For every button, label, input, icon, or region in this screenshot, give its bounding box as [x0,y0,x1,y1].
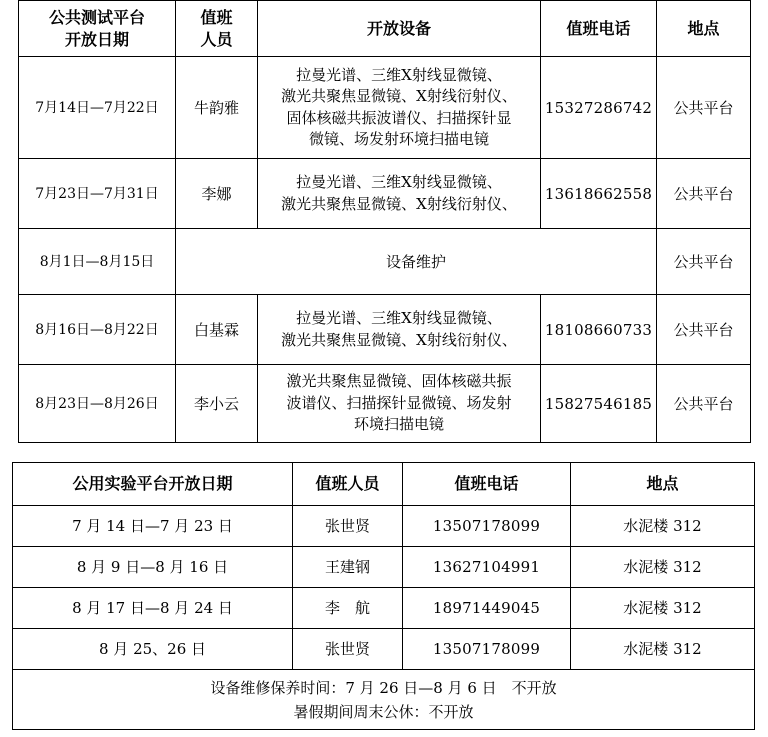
staff-cell: 王建钢 [293,547,403,588]
staff-cell: 李娜 [176,159,258,229]
header-equipment: 开放设备 [258,1,541,57]
equipment-cell: 拉曼光谱、三维X射线显微镜、 激光共聚焦显微镜、X射线衍射仪、 [258,159,541,229]
table-row [13,629,755,670]
weekend-note: 暑假期间周末公休：不开放 [293,702,474,721]
table-row [13,588,755,629]
staff-cell: 白基霖 [176,295,258,365]
location-cell: 水泥楼 312 [571,588,755,629]
table-row [19,365,751,443]
header-staff: 值班人员 [293,463,403,506]
table-row [19,57,751,159]
table-row [19,229,751,295]
phone-cell: 13507178099 [403,629,571,670]
phone-cell: 13627104991 [403,547,571,588]
date-cell: 8月23日—8月26日 [19,365,176,443]
location-cell: 公共平台 [657,295,751,365]
location-cell: 水泥楼 312 [571,506,755,547]
date-cell: 8 月 25、26 日 [13,629,293,670]
phone-cell: 15327286742 [541,57,657,159]
table-row [19,159,751,229]
equipment-cell: 拉曼光谱、三维X射线显微镜、 激光共聚焦显微镜、X射线衍射仪、 固体核磁共振波谱仪、扫描探针显 微镜、场发射环境扫描电镜 [258,57,541,159]
header-date: 公共测试平台 开放日期 [19,1,176,57]
phone-cell: 13618662558 [541,159,657,229]
header-location: 地点 [657,1,751,57]
phone-cell: 15827546185 [541,365,657,443]
staff-cell: 张世贤 [293,506,403,547]
public-lab-platform-table [12,462,755,730]
date-cell: 7月14日—7月22日 [19,57,176,159]
location-cell: 公共平台 [657,365,751,443]
maintenance-cell: 设备维护 [176,229,657,295]
staff-cell: 张世贤 [293,629,403,670]
date-cell: 8 月 17 日—8 月 24 日 [13,588,293,629]
location-cell: 公共平台 [657,159,751,229]
staff-cell: 李小云 [176,365,258,443]
equipment-cell: 拉曼光谱、三维X射线显微镜、 激光共聚焦显微镜、X射线衍射仪、 [258,295,541,365]
notes-row [13,670,755,730]
date-cell: 7 月 14 日—7 月 23 日 [13,506,293,547]
date-cell: 8 月 9 日—8 月 16 日 [13,547,293,588]
table-header-row [13,463,755,506]
header-staff: 值班 人员 [176,1,258,57]
header-date: 公用实验平台开放日期 [13,463,293,506]
location-cell: 公共平台 [657,57,751,159]
location-cell: 水泥楼 312 [571,547,755,588]
phone-cell: 18108660733 [541,295,657,365]
maintenance-note: 设备维修保养时间：7 月 26 日—8 月 6 日 不开放 [210,678,557,697]
public-testing-platform-table [18,0,751,443]
header-location: 地点 [571,463,755,506]
date-cell: 8月16日—8月22日 [19,295,176,365]
staff-cell: 牛韵雅 [176,57,258,159]
location-cell: 水泥楼 312 [571,629,755,670]
date-cell: 7月23日—7月31日 [19,159,176,229]
table-header-row [19,1,751,57]
phone-cell: 13507178099 [403,506,571,547]
phone-cell: 18971449045 [403,588,571,629]
notes-cell [13,670,755,730]
table-row [19,295,751,365]
location-cell: 公共平台 [657,229,751,295]
header-phone: 值班电话 [403,463,571,506]
table-row [13,547,755,588]
header-phone: 值班电话 [541,1,657,57]
date-cell: 8月1日—8月15日 [19,229,176,295]
staff-cell: 李 航 [293,588,403,629]
table-row [13,506,755,547]
equipment-cell: 激光共聚焦显微镜、固体核磁共振 波谱仪、扫描探针显微镜、场发射 环境扫描电镜 [258,365,541,443]
